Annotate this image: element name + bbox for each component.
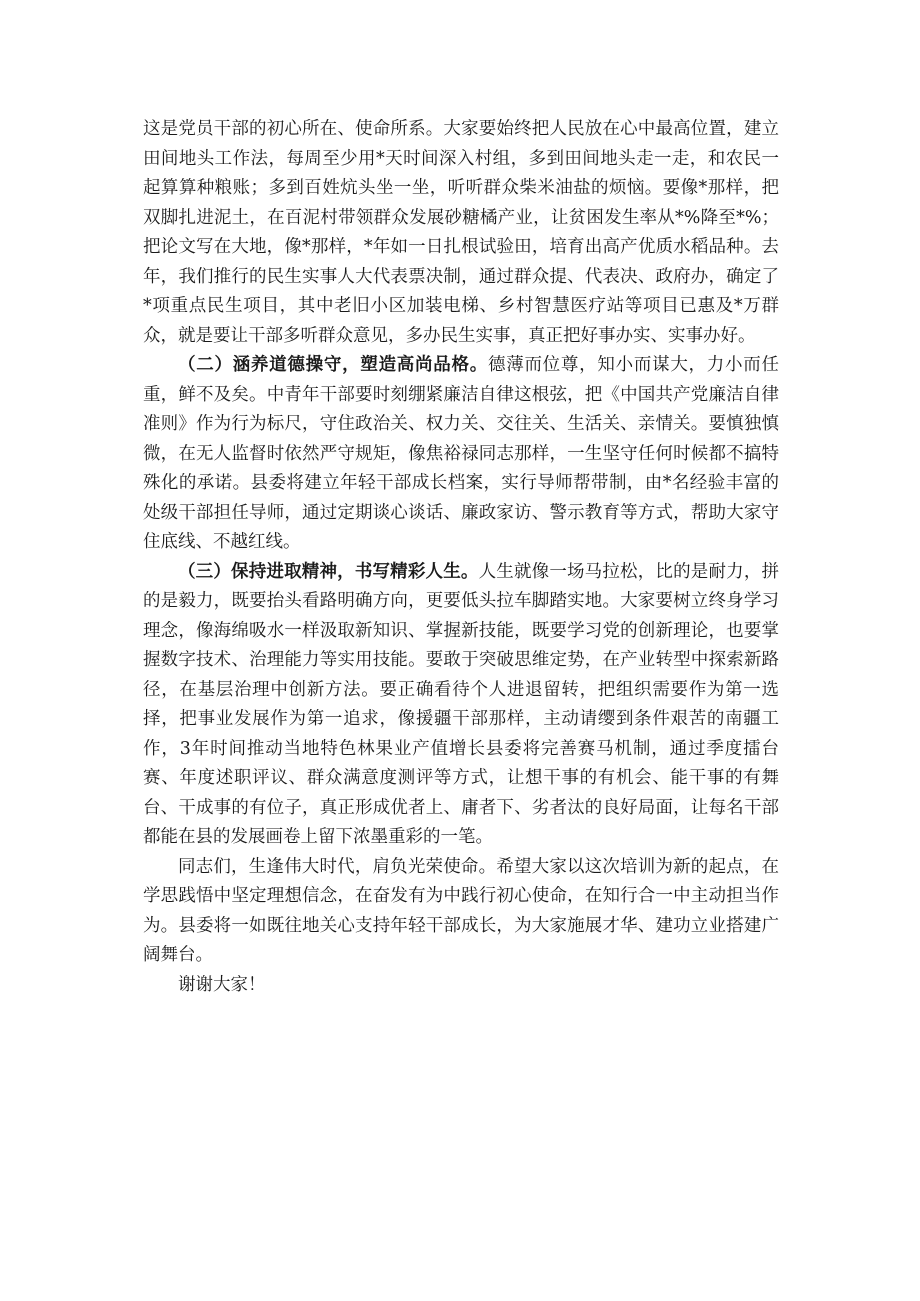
thanks-line: 谢谢大家！ xyxy=(178,974,266,995)
section-2-body: 德薄而位尊，知小而谋大，力小而任重，鲜不及矣。中青年干部要时刻绷紧廉洁自律这根弦，把《中国共产党廉洁自律准则》作为行为标尺，守住政治关、权力关、交往关、生活关、亲情关。要慎独慎微，在无人监督时依然严守规矩，像焦裕禄同志那样，一生坚守任何时候都不搞特殊化的承诺。县委将建立年轻干部成长档案，实行导师帮带制，由*名经验丰富的处级干部担任导师，通过定期谈心谈话、廉政家访、警示教育等方式，帮助大家守住底线、不越红线。 xyxy=(143,355,779,552)
section-3-paragraph xyxy=(143,558,779,853)
document-body xyxy=(143,115,779,1000)
section-3-heading: （三）保持进取精神，书写精彩人生。 xyxy=(178,561,479,582)
section-2-paragraph xyxy=(143,351,779,558)
section-3-body: 人生就像一场马拉松，比的是耐力，拼的是毅力，既要抬头看路明确方向，更要低头拉车脚踏实地。大家要树立终身学习理念，像海绵吸水一样汲取新知识、掌握新技能，既要学习党的创新理论，也要掌握数字技术、治理能力等实用技能。要敢于突破思维定势，在产业转型中探索新路径，在基层治理中创新方法。要正确看待个人进退留转，把组织需要作为第一选择，把事业发展作为第一追求，像援疆干部那样，主动请缨到条件艰苦的南疆工作，3年时间推动当地特色林果业产值增长县委将完善赛马机制，通过季度擂台赛、年度述职评议、群众满意度测评等方式，让想干事的有机会、能干事的有舞台、干成事的有位子，真正形成优者上、庸者下、劣者汰的良好局面，让每名干部都能在县的发展画卷上留下浓墨重彩的一笔。 xyxy=(143,561,780,847)
section-2-heading: （二）涵养道德操守，塑造高尚品格。 xyxy=(178,355,488,375)
paragraph-continuation: 这是党员干部的初心所在、使命所系。大家要始终把人民放在心中最高位置，建立田间地头工作法，每周至少用*天时间深入村组，多到田间地头走一走，和农民一起算算种粮账；多到百姓炕头坐一坐，听听群众柴米油盐的烦恼。要像*那样，把双脚扎进泥土，在百泥村带领群众发展砂糖橘产业，让贫困发生率从*%降至*%；把论文写在大地，像*那样，*年如一日扎根试验田，培育出高产优质水稻品种。去年，我们推行的民生实事人大代表票决制，通过群众提、代表决、政府办，确定了*项重点民生项目，其中老旧小区加装电梯、乡村智慧医疗站等项目已惠及*万群众，就是要让干部多听群众意见，多办民生实事，真正把好事办实、实事办好。 xyxy=(143,119,779,346)
closing-paragraph: 同志们，生逢伟大时代，肩负光荣使命。希望大家以这次培训为新的起点，在学思践悟中坚定理想信念，在奋发有为中践行初心使命，在知行合一中主动担当作为。县委将一如既往地关心支持年轻干部成长，为大家施展才华、建功立业搭建广阔舞台。 xyxy=(143,856,779,965)
